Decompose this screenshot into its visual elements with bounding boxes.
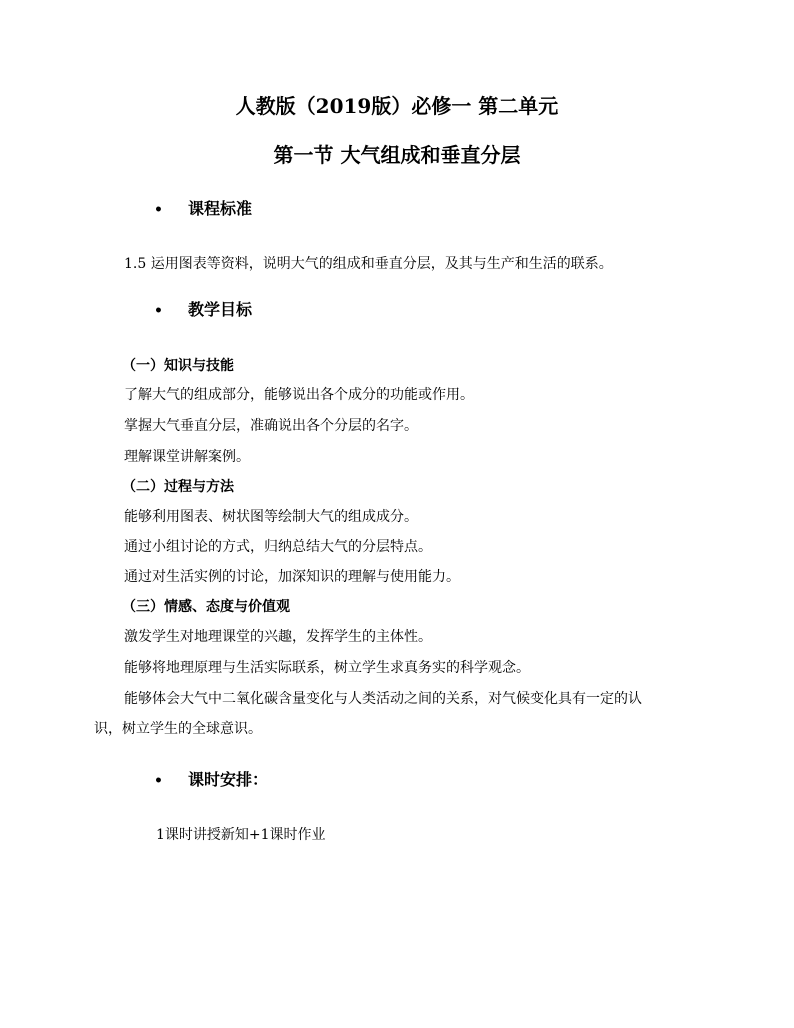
section-heading-schedule — [154, 770, 268, 791]
section-heading-objectives — [154, 300, 252, 321]
objective-line: 了解大气的组成部分，能够说出各个成分的功能或作用。 — [124, 387, 474, 403]
bullet-marker: • — [154, 773, 163, 789]
objective-line: 掌握大气垂直分层，准确说出各个分层的名字。 — [124, 418, 418, 434]
subheading-knowledge-skills: （一）知识与技能 — [122, 358, 234, 374]
section-heading-standard — [154, 199, 252, 220]
subheading-emotion-values: （三）情感、态度与价值观 — [122, 599, 290, 615]
section-heading-label: 课程标准 — [188, 199, 253, 218]
objective-line: 能够体会大气中二氧化碳含量变化与人类活动之间的关系，对气候变化具有一定的认 — [124, 691, 642, 707]
objective-line: 能够将地理原理与生活实际联系，树立学生求真务实的科学观念。 — [124, 660, 530, 676]
section-heading-label: 课时安排： — [188, 770, 269, 789]
objective-line: 激发学生对地理课堂的兴趣，发挥学生的主体性。 — [124, 629, 432, 645]
document-title: 人教版（2019版）必修一 第二单元 — [235, 94, 559, 118]
objective-line: 能够利用图表、树状图等绘制大气的组成成分。 — [124, 509, 418, 525]
document-subtitle: 第一节 大气组成和垂直分层 — [273, 143, 521, 167]
standard-text: 1.5 运用图表等资料，说明大气的组成和垂直分层，及其与生产和生活的联系。 — [124, 256, 613, 272]
objective-line: 通过对生活实例的讨论，加深知识的理解与使用能力。 — [124, 569, 460, 585]
objective-line: 理解课堂讲解案例。 — [124, 449, 250, 465]
bullet-marker: • — [154, 303, 163, 319]
objective-line: 通过小组讨论的方式，归纳总结大气的分层特点。 — [124, 539, 432, 555]
bullet-marker: • — [154, 202, 163, 218]
objective-line: 识，树立学生的全球意识。 — [94, 721, 262, 737]
subheading-process-methods: （二）过程与方法 — [122, 479, 234, 495]
schedule-text: 1课时讲授新知+1课时作业 — [156, 827, 326, 843]
section-heading-label: 教学目标 — [188, 300, 253, 319]
